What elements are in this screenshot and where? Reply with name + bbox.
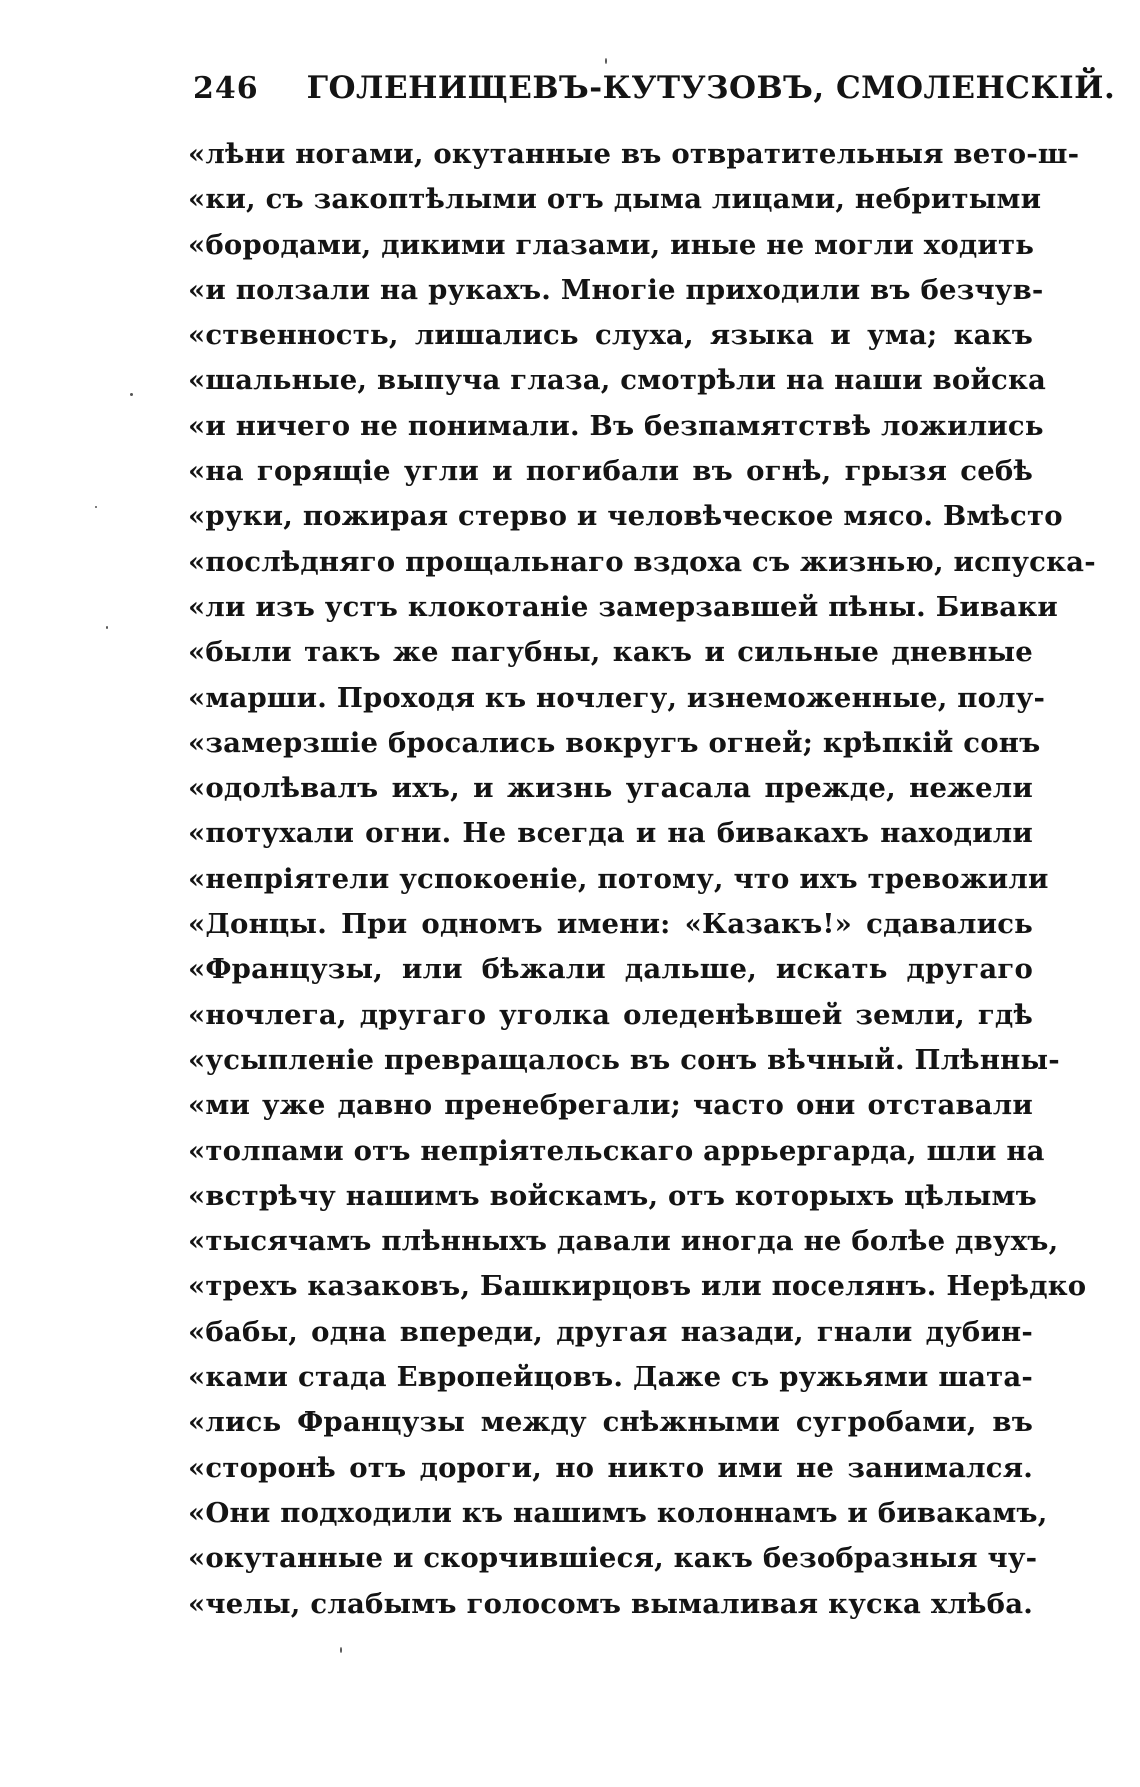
- text-line: «лѣни ногами, окутанные въ отвратительныя вето-ш-: [188, 138, 1080, 170]
- page-header: [193, 70, 1116, 118]
- text-line: «трехъ казаковъ, Башкирцовъ или поселянъ. Нерѣдко: [188, 1270, 1087, 1303]
- text-line: «встрѣчу нашимъ войскамъ, отъ которыхъ цѣлымъ: [188, 1179, 1037, 1212]
- text-line: «бабы, одна впереди, другая назади, гнали дубин-: [188, 1315, 1033, 1348]
- text-line: «усыпленіе превращалось въ сонъ вѣчный. Плѣнны-: [188, 1043, 1060, 1076]
- text-line: «окутанные и скорчившіеся, какъ безобразныя чу-: [188, 1542, 1038, 1575]
- ink-speck: [106, 626, 108, 629]
- text-line: «бородами, дикими глазами, иные не могли ходить: [188, 228, 1035, 261]
- text-line: «непріятели успокоеніе, потому, что ихъ тревожили: [188, 862, 1049, 895]
- text-line: «шальные, выпуча глаза, смотрѣли на наши войска: [188, 364, 1047, 397]
- text-line: «толпами отъ непріятельскаго аррьергарда, шли на: [188, 1134, 1045, 1167]
- text-line: «ственность, лишались слуха, языка и ума; какъ: [188, 319, 1033, 352]
- ink-speck: [95, 506, 97, 508]
- text-line: «ночлега, другаго уголка оледенѣвшей земли, гдѣ: [188, 998, 1033, 1031]
- text-line: «потухали огни. Не всегда и на бивакахъ находили: [188, 817, 1033, 850]
- text-line: «на горящіе угли и погибали въ огнѣ, грызя себѣ: [188, 455, 1033, 488]
- text-line: «лись Французы между снѣжными сугробами, въ: [188, 1406, 1033, 1439]
- ink-speck: [605, 58, 607, 64]
- text-line: «и ничего не понимали. Въ безпамятствѣ ложились: [188, 409, 1044, 442]
- text-line: «были такъ же пагубны, какъ и сильные дневные: [188, 636, 1033, 669]
- text-line: «ми уже давно пренебрегали; часто они отставали: [188, 1089, 1033, 1122]
- text-line: «марши. Проходя къ ночлегу, изнеможенные, полу-: [188, 681, 1046, 714]
- ink-speck: [340, 1647, 342, 1653]
- text-line: «ки, съ закоптѣлыми отъ дыма лицами, небритыми: [188, 183, 1042, 216]
- text-line: «ками стада Европейцовъ. Даже съ ружьями шата-: [188, 1361, 1033, 1394]
- running-head: ГОЛЕНИЩЕВЪ-КУТУЗОВЪ, СМОЛЕНСКІЙ.: [306, 70, 1116, 106]
- text-line: «челы, слабымъ голосомъ вымаливая куска хлѣба.: [188, 1587, 1033, 1620]
- text-line: «и ползали на рукахъ. Многіе приходили въ безчув-: [188, 273, 1044, 306]
- ink-speck: [130, 393, 133, 396]
- text-line: «Донцы. При одномъ имени: «Казакъ!» сдавались: [188, 908, 1033, 941]
- text-line: «Французы, или бѣжали дальше, искать другаго: [188, 953, 1033, 986]
- text-line: «тысячамъ плѣнныхъ давали иногда не болѣе двухъ,: [188, 1225, 1059, 1258]
- page-number: 246: [193, 71, 259, 106]
- text-line: «послѣдняго прощальнаго вздоха съ жизнью, испуска-: [188, 545, 1096, 578]
- body-text: [188, 132, 1096, 1627]
- text-line: «одолѣвалъ ихъ, и жизнь угасала прежде, нежели: [188, 772, 1033, 805]
- text-line: «Они подходили къ нашимъ колоннамъ и бивакамъ,: [188, 1496, 1048, 1529]
- text-line: «сторонѣ отъ дороги, но никто ими не занимался.: [188, 1451, 1033, 1484]
- text-line: «замерзшіе бросались вокругъ огней; крѣпкій сонъ: [188, 726, 1041, 759]
- text-line: «руки, пожирая стерво и человѣческое мясо. Вмѣсто: [188, 500, 1063, 533]
- text-line: «ли изъ устъ клокотаніе замерзавшей пѣны. Биваки: [188, 590, 1058, 623]
